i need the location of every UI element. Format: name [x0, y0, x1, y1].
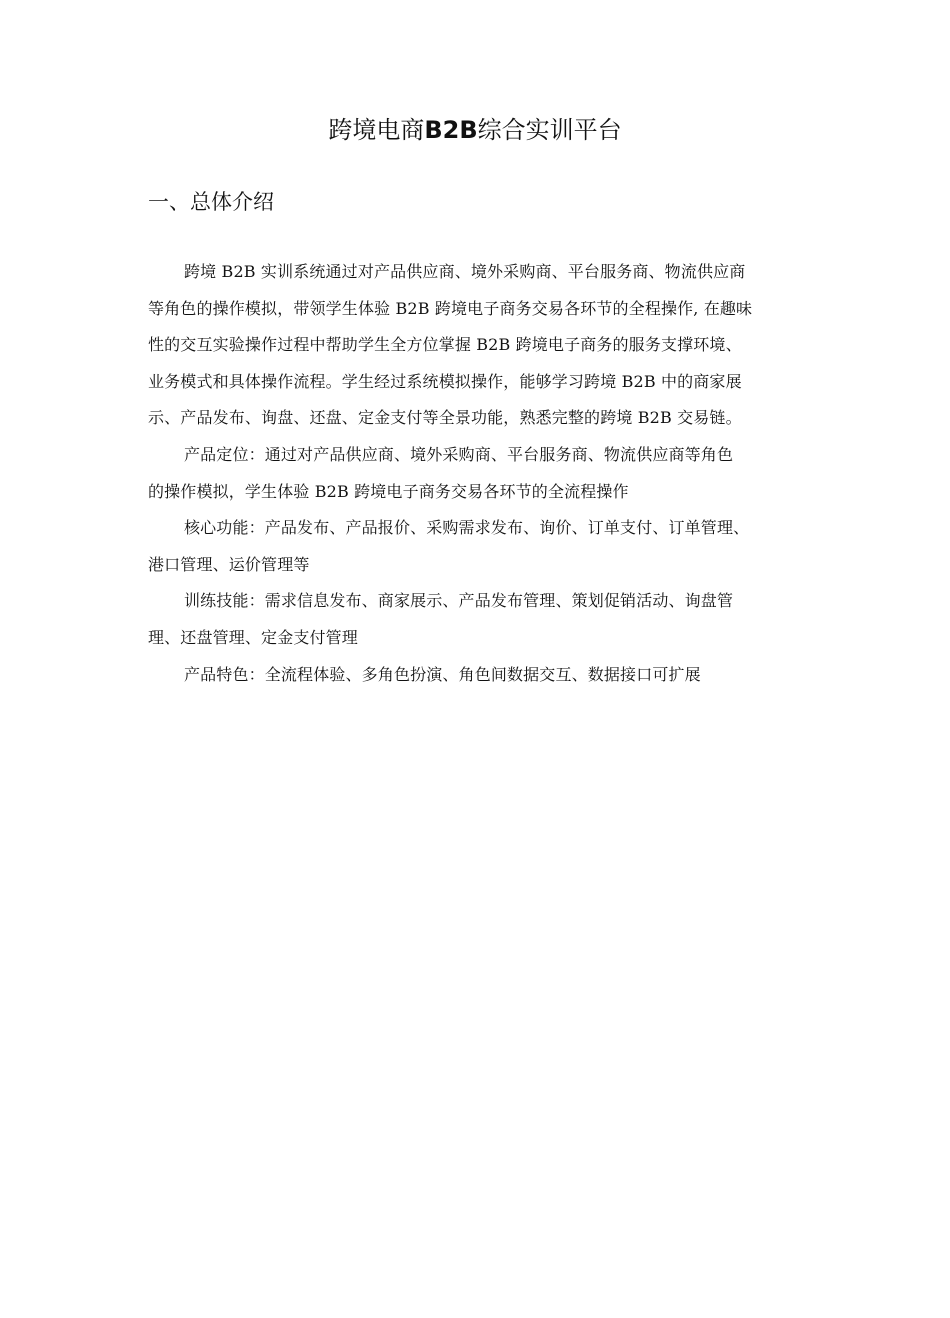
paragraph-line: 业务模式和具体操作流程。学生经过系统模拟操作，能够学习跨境 B2B 中的商家展	[148, 371, 742, 391]
document-title	[0, 112, 950, 148]
section-heading: 一、总体介绍	[148, 190, 274, 214]
paragraph-line: 核心功能：产品发布、产品报价、采购需求发布、询价、订单支付、订单管理、	[184, 518, 750, 538]
title-bold-part: B2B	[424, 116, 478, 144]
paragraph-line: 性的交互实验操作过程中帮助学生全方位掌握 B2B 跨境电子商务的服务支撑环境、	[148, 335, 742, 355]
paragraph-line: 产品特色：全流程体验、多角色扮演、角色间数据交互、数据接口可扩展	[184, 664, 701, 684]
paragraph-line: 产品定位：通过对产品供应商、境外采购商、平台服务商、物流供应商等角色	[184, 444, 734, 464]
paragraph-line: 港口管理、运价管理等	[148, 554, 310, 574]
paragraph-line: 训练技能：需求信息发布、商家展示、产品发布管理、策划促销活动、询盘管	[184, 591, 734, 611]
paragraph-line: 跨境 B2B 实训系统通过对产品供应商、境外采购商、平台服务商、物流供应商	[184, 262, 746, 281]
paragraph-line: 理、还盘管理、定金支付管理	[148, 627, 358, 647]
title-part-1: 跨境电商	[328, 116, 425, 144]
paragraph-line: 的操作模拟，学生体验 B2B 跨境电子商务交易各环节的全流程操作	[148, 481, 629, 501]
body-text	[148, 254, 814, 693]
paragraph-line: 等角色的操作模拟，带领学生体验 B2B 跨境电子商务交易各环节的全程操作, 在趣味	[148, 298, 753, 318]
paragraph-line: 示、产品发布、询盘、还盘、定金支付等全景功能，熟悉完整的跨境 B2B 交易链。	[148, 408, 742, 428]
title-part-2: 综合实训平台	[477, 116, 622, 144]
